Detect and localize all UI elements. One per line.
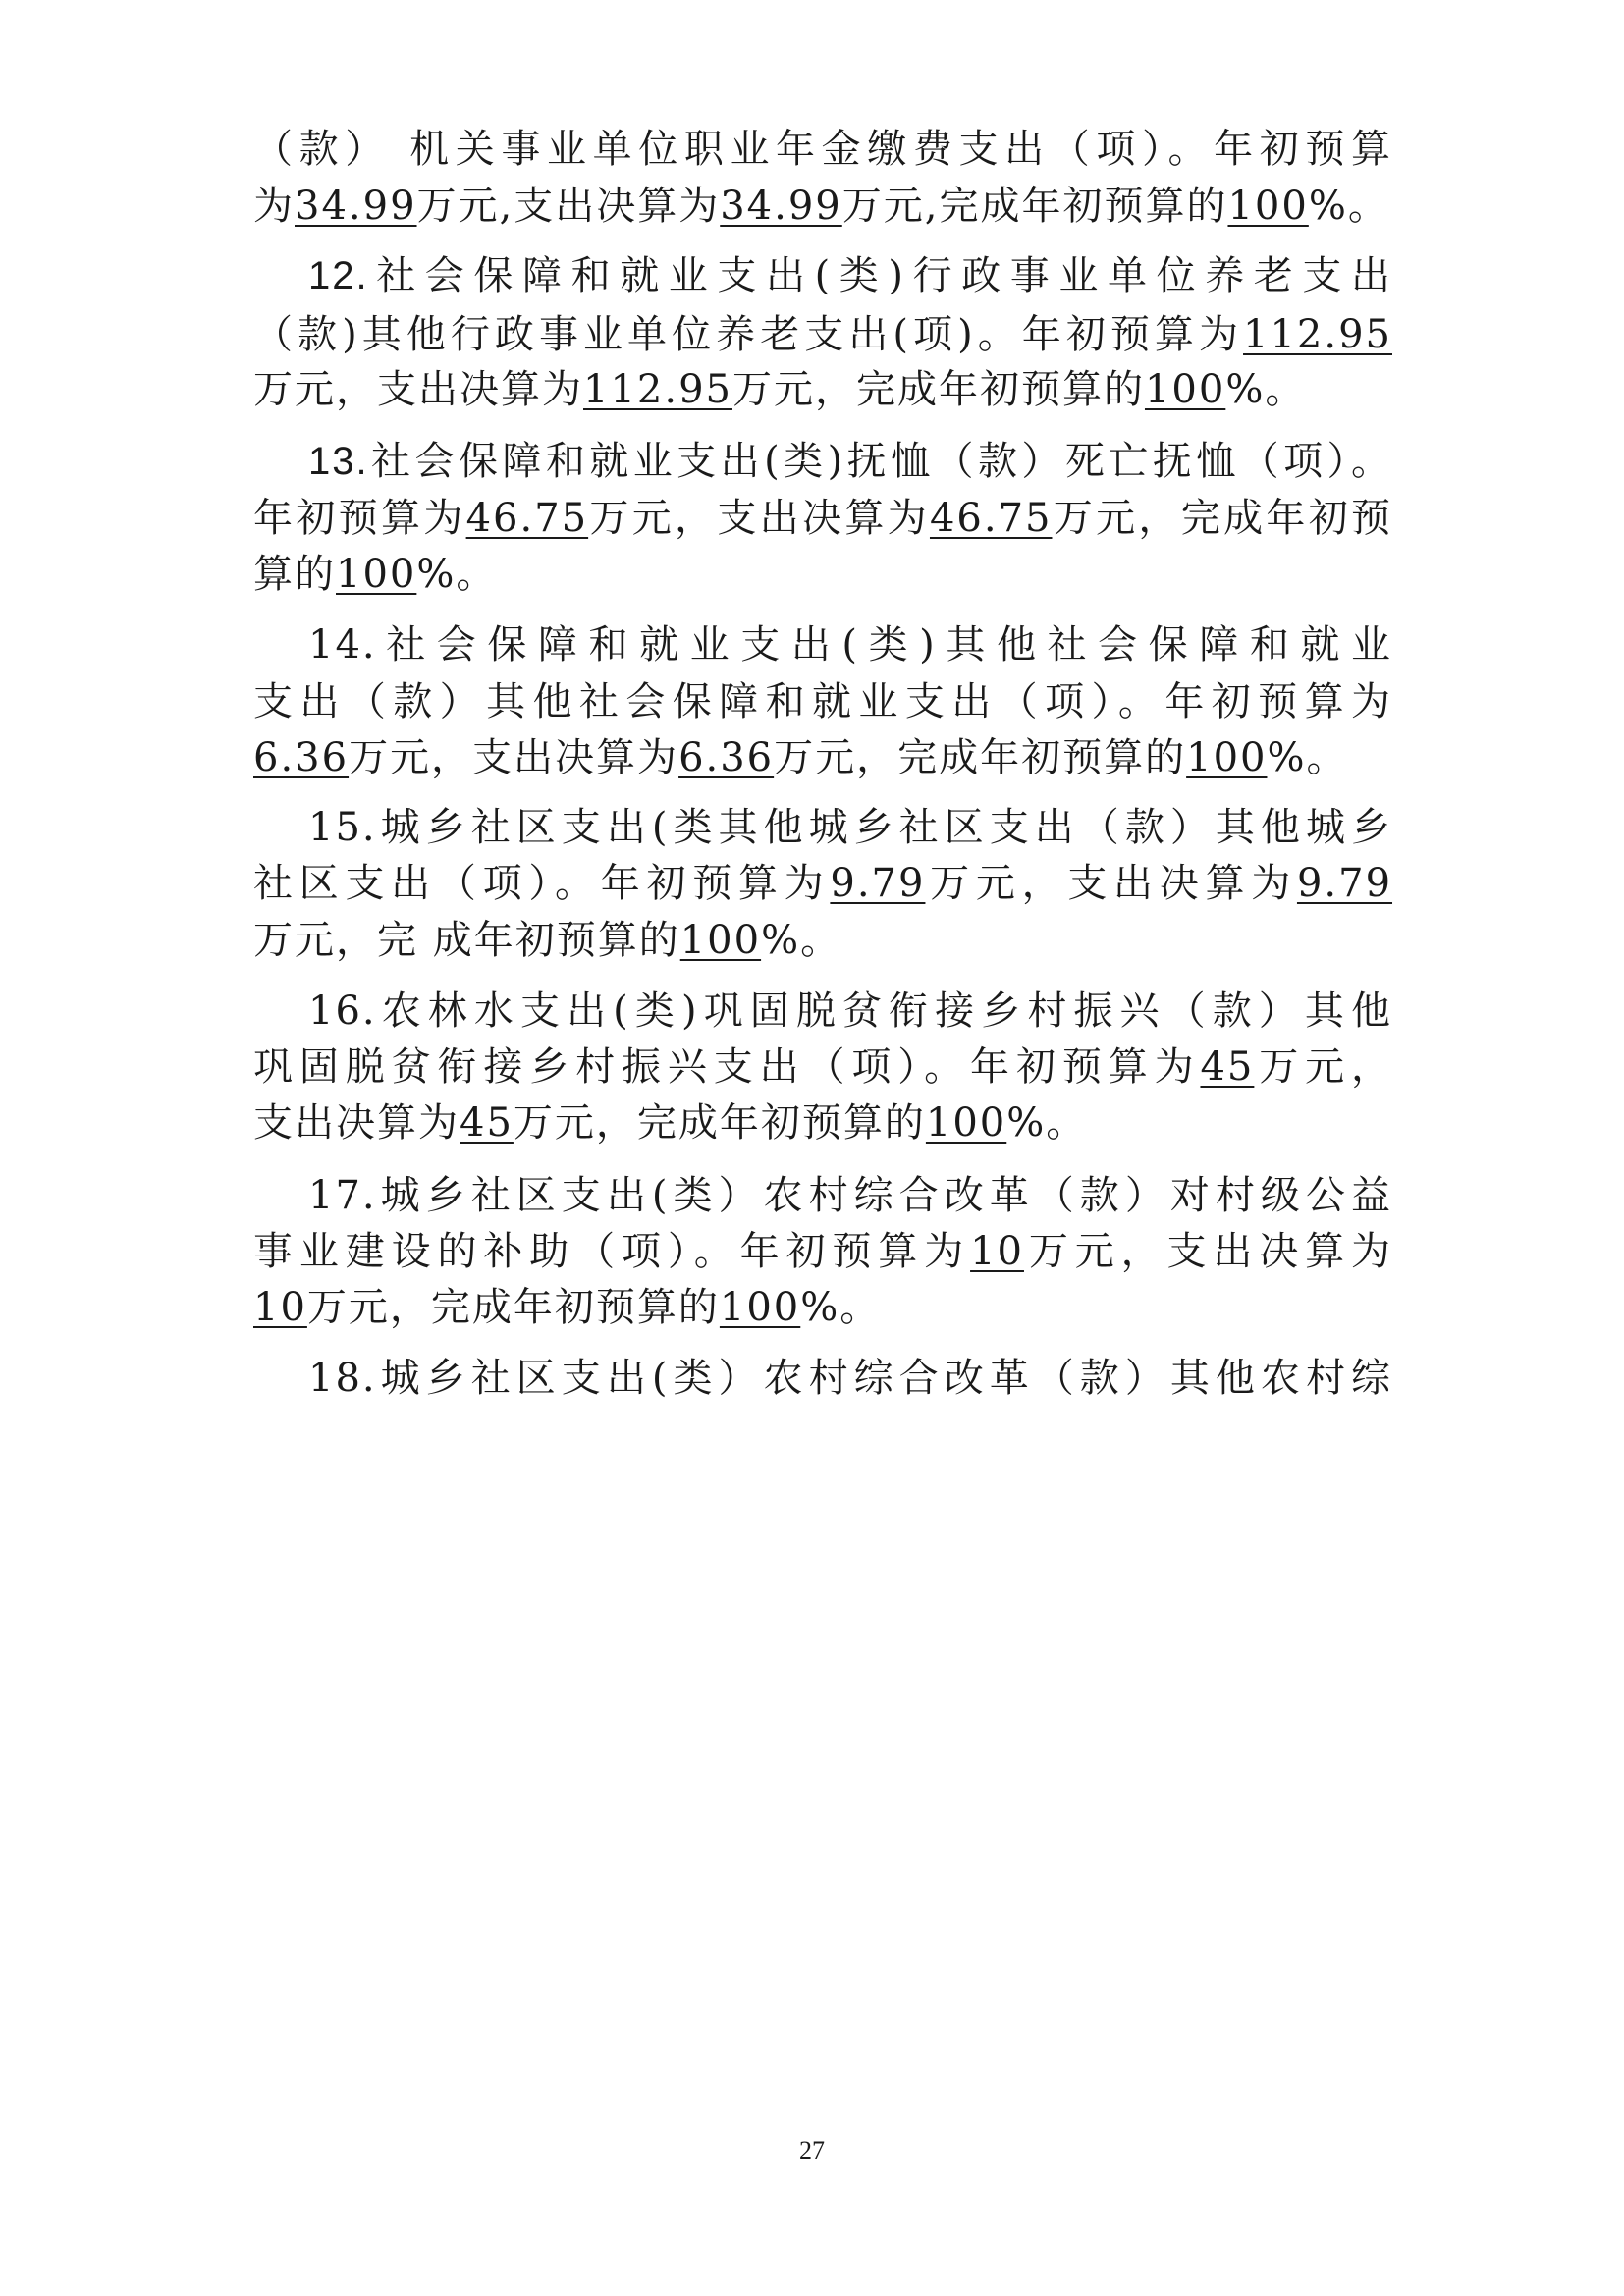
paragraph-13-line-3 <box>253 545 1392 604</box>
paragraph-14-line-2 <box>253 672 1392 731</box>
amount-value: 100 <box>1186 735 1268 780</box>
amount-value: 6.36 <box>678 735 775 780</box>
amount-value: 100 <box>1144 367 1226 412</box>
amount-value: 34.99 <box>720 184 842 229</box>
paragraph-16-line-3 <box>253 1094 1392 1152</box>
text-segment: 算的 <box>253 552 336 597</box>
text-segment: （款)其他行政事业单位养老支出(项)。年初预算为 <box>253 312 1244 357</box>
paragraph-18-line-1 <box>308 1349 1392 1408</box>
paragraph-17-line-1 <box>308 1166 1392 1225</box>
amount-value: 45 <box>1200 1044 1255 1090</box>
paragraph-11-cont-line-1 <box>253 120 1392 179</box>
amount-value: 100 <box>925 1100 1007 1146</box>
paragraph-17-line-2 <box>253 1222 1392 1281</box>
amount-value: 9.79 <box>830 861 926 906</box>
amount-value: 45 <box>460 1100 514 1146</box>
text-segment: 万元，支出决算为 <box>349 735 679 780</box>
paragraph-12-line-1 <box>308 246 1392 305</box>
text-segment: 16.农林水支出(类)巩固脱贫衔接乡村振兴（款）其他 <box>308 988 1392 1034</box>
paragraph-16-line-1 <box>308 982 1392 1041</box>
text-segment: 巩固脱贫衔接乡村振兴支出（项）。年初预算为 <box>253 1044 1201 1090</box>
text-segment: 万元，完成年初预算的 <box>731 367 1145 412</box>
text-segment: 为 <box>253 184 295 229</box>
amount-value: 100 <box>679 918 762 963</box>
text-segment: 万元，完成年初预算的 <box>306 1285 720 1330</box>
paragraph-17-line-3 <box>253 1278 1392 1337</box>
text-segment: 14.社会保障和就业支出(类)其他社会保障和就业 <box>308 622 1392 667</box>
text-segment: 支出决算为 <box>253 1100 460 1146</box>
item-number: 13. <box>308 440 369 483</box>
amount-value: 112.95 <box>1243 312 1392 357</box>
text-segment: %。 <box>1308 184 1389 229</box>
text-segment: 万元,完成年初预算的 <box>841 184 1228 229</box>
text-segment: （款） 机关事业单位职业年金缴费支出（项）。年初预算 <box>253 127 1392 172</box>
text-segment: %。 <box>1267 735 1348 780</box>
amount-value: 100 <box>1227 184 1309 229</box>
amount-value: 10 <box>253 1285 307 1330</box>
amount-value: 112.95 <box>583 367 732 412</box>
text-segment: 社区支出（项）。年初预算为 <box>253 861 831 906</box>
amount-value: 46.75 <box>465 496 589 541</box>
text-segment: %。 <box>416 552 498 597</box>
text-segment: %。 <box>1006 1100 1088 1146</box>
text-segment: 万元，支出决算为 <box>925 861 1297 906</box>
text-segment: %。 <box>800 1285 882 1330</box>
text-segment: 事业建设的补助（项）。年初预算为 <box>253 1229 971 1274</box>
page-number: 27 <box>799 2136 825 2164</box>
paragraph-12-line-2 <box>253 305 1392 364</box>
paragraph-15-line-3 <box>253 911 1392 970</box>
text-segment: 15.城乡社区支出(类其他城乡社区支出（款）其他城乡 <box>308 805 1392 850</box>
paragraph-11-cont-line-2 <box>253 177 1392 236</box>
amount-value: 34.99 <box>295 184 417 229</box>
text-segment: 万元，支出决算为 <box>1023 1229 1392 1274</box>
text-segment: 17.城乡社区支出(类）农村综合改革（款）对村级公益 <box>308 1173 1392 1218</box>
paragraph-13-line-1 <box>308 432 1392 491</box>
text-segment: 万元，支出决算为 <box>253 367 583 412</box>
amount-value: 46.75 <box>929 496 1053 541</box>
text-segment: 万元，完成年初预算的 <box>774 735 1187 780</box>
text-segment: 万元,支出决算为 <box>416 184 721 229</box>
paragraph-15-line-1 <box>308 798 1392 857</box>
text-segment: %。 <box>761 918 842 963</box>
item-number: 12. <box>308 254 369 297</box>
amount-value: 100 <box>719 1285 801 1330</box>
text-segment: 万元，完成年初预算的 <box>513 1100 926 1146</box>
text-segment: 万元，支出决算为 <box>588 496 930 541</box>
amount-value: 10 <box>970 1229 1024 1274</box>
paragraph-13-line-2 <box>253 489 1392 548</box>
amount-value: 9.79 <box>1296 861 1393 906</box>
text-segment: 社会保障和就业支出(类)行政事业单位养老支出 <box>368 253 1392 298</box>
amount-value: 100 <box>336 552 417 597</box>
text-segment: 社会保障和就业支出(类)抚恤（款）死亡抚恤（项）。 <box>368 439 1392 484</box>
text-segment: 支出（款）其他社会保障和就业支出（项）。年初预算为 <box>253 679 1392 724</box>
text-segment: 万元，完成年初预 <box>1052 496 1393 541</box>
text-segment: %。 <box>1225 367 1307 412</box>
paragraph-16-line-2 <box>253 1038 1392 1096</box>
paragraph-14-line-3 <box>253 728 1392 787</box>
paragraph-12-line-3 <box>253 360 1392 419</box>
paragraph-14-line-1 <box>308 615 1392 674</box>
text-segment: 年初预算为 <box>253 496 466 541</box>
text-segment: 万元， <box>1254 1044 1393 1090</box>
paragraph-15-line-2 <box>253 854 1392 913</box>
amount-value: 6.36 <box>253 735 350 780</box>
text-segment: 18.城乡社区支出(类）农村综合改革（款）其他农村综 <box>308 1356 1392 1401</box>
text-segment: 万元，完 成年初预算的 <box>253 918 680 963</box>
